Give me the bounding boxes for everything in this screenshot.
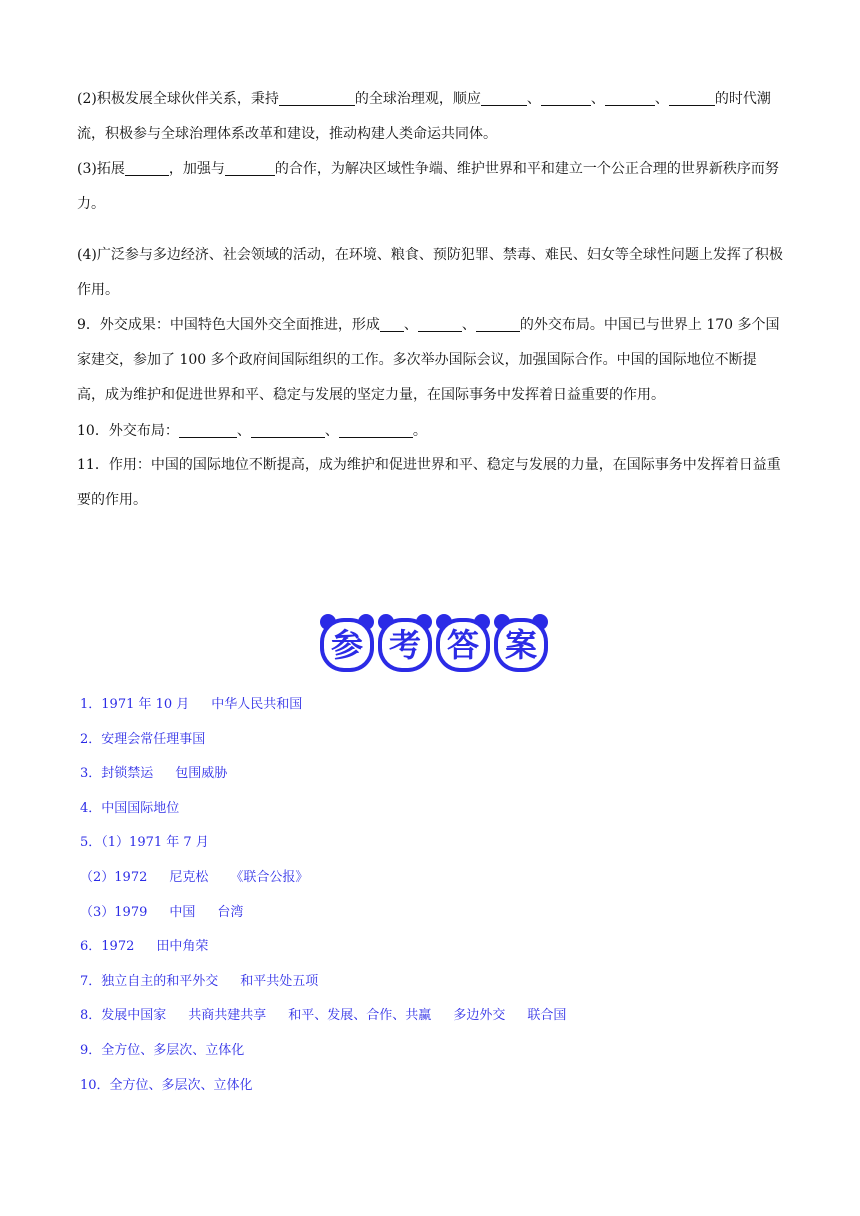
blank [481, 89, 527, 106]
question-10 [77, 414, 783, 449]
answer-item [80, 896, 780, 931]
banner-tile [320, 614, 374, 672]
banner-char: 案 [504, 626, 538, 664]
banner-tile [436, 614, 490, 672]
separator: 、 [403, 317, 418, 333]
answer-text: 包围威胁 [175, 766, 228, 782]
answer-text: （3）1979 [80, 904, 148, 920]
q8-2-text-c: 的时代潮流，积极参与全球治理体系改革和建设，推动构建人类命运共同体。 [77, 91, 771, 142]
answer-item [80, 965, 780, 1000]
answer-item [80, 999, 780, 1034]
separator: 、 [461, 317, 476, 333]
answer-item [80, 792, 780, 827]
answer-item [80, 1034, 780, 1069]
q9-text-b: 的外交布局。中国已与世界上 170 多个国家建交，参加了 100 多个政府间国际组织的工作。多次举办国际会议，加强国际合作。中国的国际地位不断提高，成为维护和促进世界和平、稳定与发展的坚定力量，在国际事务中发挥着日益重要的作用。 [77, 317, 780, 403]
q10-text: 10．外交布局： [77, 423, 179, 439]
answer-item [80, 757, 780, 792]
q8-2-text-b: 的全球治理观，顺应 [354, 91, 481, 107]
question-9 [77, 308, 783, 413]
answer-text: 中华人民共和国 [211, 697, 303, 712]
answer-text: 6．1972 [80, 939, 135, 955]
answer-text: 9．全方位、多层次、立体化 [80, 1042, 245, 1058]
banner-tile [494, 614, 548, 672]
answer-text: 4．中国国际地位 [80, 800, 180, 816]
q11-text: 11．作用：中国的国际地位不断提高，成为维护和促进世界和平、稳定与发展的力量，在国际事务中发挥着日益重要的作用。 [77, 457, 781, 508]
question-8-4 [77, 238, 783, 308]
q8-2-text-a: (2)积极发展全球伙伴关系，秉持 [77, 91, 279, 107]
blank [476, 315, 520, 332]
answer-text: 田中角荣 [156, 939, 209, 955]
answer-list [80, 688, 780, 1103]
q9-text-a: 9．外交成果：中国特色大国外交全面推进，形成 [77, 317, 380, 333]
q8-3-text-b: ，加强与 [168, 161, 225, 177]
answer-item [80, 1069, 780, 1104]
answer-text: 1．1971 年 10 月 [80, 697, 190, 712]
question-8-2 [77, 82, 783, 152]
answer-item [80, 723, 780, 758]
answer-text: 2．安理会常任理事国 [80, 731, 206, 747]
question-11 [77, 448, 783, 518]
answer-text: 尼克松 [169, 869, 209, 885]
answer-text: 中国 [169, 904, 196, 920]
answer-text: 7．独立自主的和平外交 [80, 973, 219, 989]
answer-text: 共商共建共享 [188, 1008, 267, 1024]
blank [251, 421, 325, 438]
separator: 、 [526, 91, 541, 107]
period: 。 [412, 423, 427, 439]
banner-char: 考 [388, 626, 422, 664]
answer-text: 多边外交 [453, 1008, 506, 1024]
answer-text: （2）1972 [80, 869, 148, 885]
answer-text: 5．（1）1971 年 7 月 [80, 835, 209, 851]
blank [669, 89, 715, 106]
answer-item [80, 688, 780, 723]
answer-text: 《联合公报》 [230, 869, 309, 885]
banner-tile [378, 614, 432, 672]
answer-text: 8．发展中国家 [80, 1008, 167, 1024]
q8-3-text-c: 的合作，为解决区域性争端、维护世界和平和建立一个公正合理的世界新秩序而努力。 [77, 161, 779, 212]
answer-text: 3．封锁禁运 [80, 766, 154, 782]
answer-text: 10．全方位、多层次、立体化 [80, 1077, 253, 1093]
q8-4-text: (4)广泛参与多边经济、社会领域的活动，在环境、粮食、预防犯罪、禁毒、难民、妇女等全球性问题上发挥了积极作用。 [77, 247, 783, 298]
blank [179, 421, 237, 438]
blank [605, 89, 655, 106]
separator: 、 [236, 423, 251, 439]
separator: 、 [324, 423, 339, 439]
answer-text: 台湾 [217, 904, 244, 920]
answer-item [80, 861, 780, 896]
answer-text: 和平共处五项 [240, 973, 319, 989]
blank [339, 421, 413, 438]
blank [279, 89, 355, 106]
q8-3-text-a: (3)拓展 [77, 161, 125, 177]
answer-text: 和平、发展、合作、共赢 [288, 1008, 432, 1024]
blank [225, 159, 275, 176]
answer-item [80, 930, 780, 965]
blank [125, 159, 169, 176]
answer-key-banner [318, 612, 550, 676]
blank [380, 315, 404, 332]
separator: 、 [590, 91, 605, 107]
answer-item [80, 826, 780, 861]
question-8-3 [77, 152, 783, 222]
separator: 、 [654, 91, 669, 107]
banner-char: 答 [446, 626, 480, 664]
banner-char: 参 [330, 626, 364, 664]
blank [418, 315, 462, 332]
answer-text: 联合国 [527, 1008, 567, 1024]
blank [541, 89, 591, 106]
